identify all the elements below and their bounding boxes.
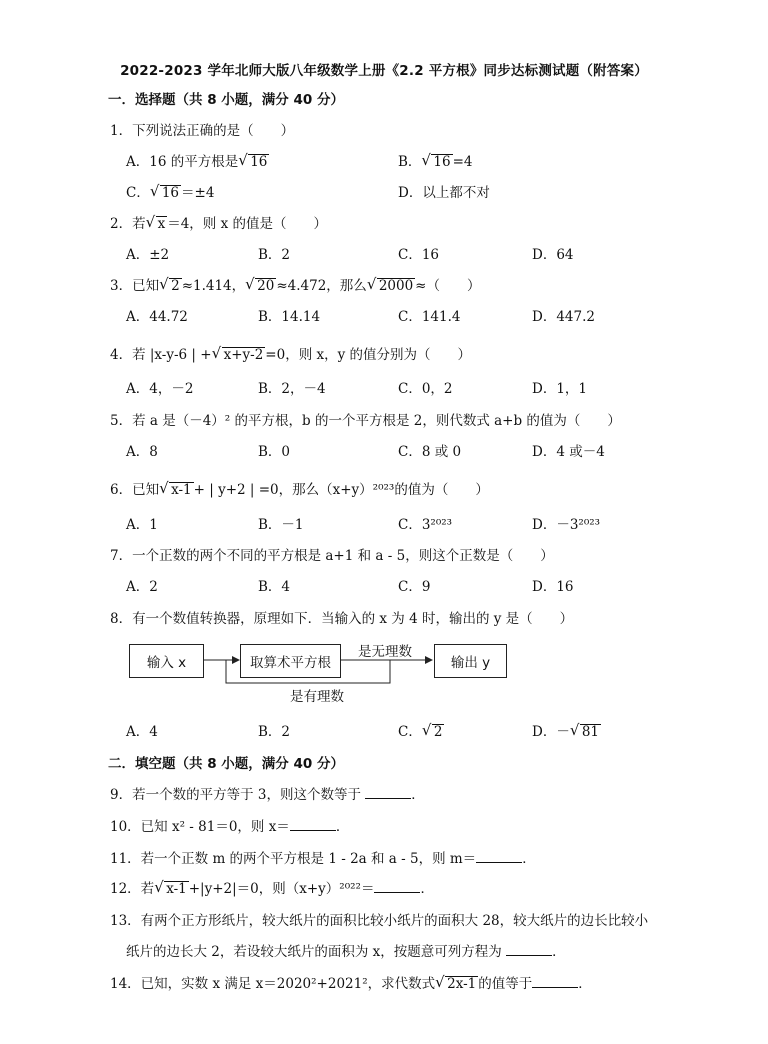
question-2-option-b: B．2: [258, 247, 291, 263]
question-4-option-c: C．0，2: [398, 381, 453, 397]
question-13-line-2: 纸片的边长大 2，若设较大纸片的面积为 x，按题意可列方程为 ．: [126, 944, 566, 960]
question-2-option-c: C．16: [398, 247, 440, 263]
question-1-stem: 1．下列说法正确的是（ ）: [110, 123, 295, 139]
question-7-option-d: D．16: [532, 579, 574, 595]
question-1-option-b: B．√ 16 =4: [398, 150, 473, 170]
answer-blank: [374, 880, 420, 893]
question-6-option-b: B．－1: [258, 517, 304, 533]
question-5-stem: 5．若 a 是（－4）² 的平方根，b 的一个平方根是 2，则代数式 a+b 的值为（ ）: [110, 413, 621, 429]
question-7-stem: 7．一个正数的两个不同的平方根是 a+1 和 a - 5，则这个正数是（ ）: [110, 548, 554, 564]
question-7-option-b: B．4: [258, 579, 291, 595]
question-3-stem: 3．已知√ 2 ≈1.414，√ 20 ≈4.472，那么√ 2000 ≈（ ）: [110, 274, 480, 294]
question-3-option-c: C．141.4: [398, 309, 461, 325]
flow-label-irrational: 是无理数: [358, 644, 412, 660]
question-3-option-b: B．14.14: [258, 309, 321, 325]
question-4-option-b: B．2，－4: [258, 381, 326, 397]
question-1-option-d: D．以上都不对: [398, 185, 490, 201]
question-7-option-a: A．2: [126, 579, 158, 595]
answer-blank: [290, 818, 336, 831]
question-5-option-b: B．0: [258, 444, 291, 460]
section-heading-fill: 二．填空题（共 8 小题，满分 40 分）: [108, 756, 344, 772]
question-9: 9．若一个数的平方等于 3，则这个数等于 ．: [110, 787, 425, 803]
answer-blank: [365, 786, 411, 799]
question-8-option-c: C．√ 2: [398, 720, 444, 740]
question-14: 14．已知，实数 x 满足 x＝2020²+2021²，求代数式√ 2x-1 的值等于 ．: [110, 972, 592, 992]
question-2-option-a: A．±2: [126, 247, 170, 263]
question-13-line-1: 13．有两个正方形纸片，较大纸片的面积比较小纸片的面积大 28，较大纸片的边长比较小: [110, 913, 649, 929]
question-8-stem: 8．有一个数值转换器，原理如下．当输入的 x 为 4 时，输出的 y 是（ ）: [110, 611, 574, 627]
question-3-option-d: D．447.2: [532, 309, 595, 325]
answer-blank: [506, 943, 552, 956]
answer-blank: [532, 975, 578, 988]
answer-blank: [476, 850, 522, 863]
document-title: 2022-2023 学年北师大版八年级数学上册《2.2 平方根》同步达标测试题（附答案）: [120, 63, 648, 79]
question-7-option-c: C．9: [398, 579, 431, 595]
question-8-option-d: D．－√ 81: [532, 720, 601, 740]
question-6-stem: 6．已知√ x-1 + | y+2 | =0，那么（x+y）²⁰²³的值为（ ）: [110, 478, 489, 498]
flow-label-rational: 是有理数: [290, 689, 344, 705]
question-6-option-d: D．－3²⁰²³: [532, 517, 601, 533]
question-12: 12．若√ x-1 +|y+2|＝0，则（x+y）²⁰²²＝ ．: [110, 877, 434, 897]
section-heading-choice: 一．选择题（共 8 小题，满分 40 分）: [108, 92, 344, 108]
question-2-option-d: D．64: [532, 247, 574, 263]
flow-box-output: 输出 y: [434, 644, 507, 678]
question-6-option-c: C．3²⁰²³: [398, 517, 453, 533]
question-4-stem: 4．若 |x-y-6 | +√ x+y-2 =0，则 x，y 的值分别为（ ）: [110, 343, 471, 363]
question-3-option-a: A．44.72: [126, 309, 188, 325]
question-2-stem: 2．若√ x ＝4，则 x 的值是（ ）: [110, 212, 327, 232]
question-1-option-c: C．√ 16 ＝±4: [126, 181, 214, 201]
question-1-option-a: A．16 的平方根是√ 16: [126, 150, 269, 170]
question-5-option-d: D．4 或－4: [532, 444, 605, 460]
question-5-option-c: C．8 或 0: [398, 444, 462, 460]
question-8-option-b: B．2: [258, 724, 291, 740]
flow-box-sqrt: 取算术平方根: [240, 644, 341, 678]
flow-box-input: 输入 x: [129, 644, 204, 678]
question-5-option-a: A．8: [126, 444, 158, 460]
question-8-option-a: A．4: [126, 724, 158, 740]
question-4-option-d: D．1，1: [532, 381, 588, 397]
question-4-option-a: A．4，－2: [126, 381, 194, 397]
question-11: 11．若一个正数 m 的两个平方根是 1 - 2a 和 a - 5，则 m＝ ．: [110, 851, 536, 867]
question-6-option-a: A．1: [126, 517, 158, 533]
question-10: 10．已知 x² - 81＝0，则 x＝ ．: [110, 819, 350, 835]
